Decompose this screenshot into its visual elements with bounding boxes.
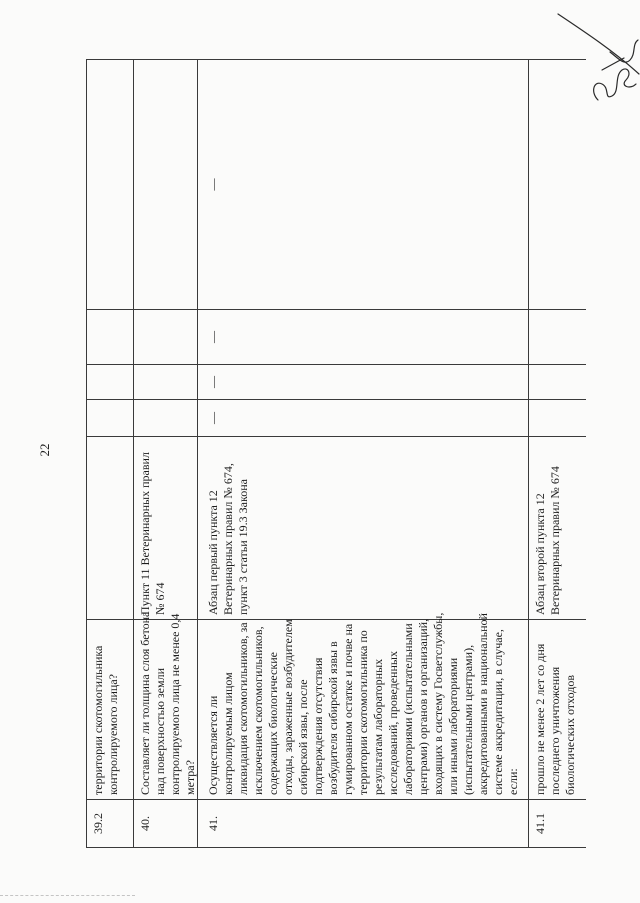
row-number-cell: 41. [198,799,528,847]
row-number-cell: 40. [134,799,197,847]
table-row [87,59,134,847]
answer-no-cell [87,364,133,399]
question-cell: территории скотомогильника контролируемого лица? [87,619,133,799]
question-cell: прошло не менее 2 лет со дня последнего уничтожения биологических отходов [529,619,586,799]
answer-not-applicable-cell [134,309,197,364]
reference-cell: Абзац первый пункта 12 Ветеринарных правил № 674, пункт 3 статьи 19.3 Закона [198,436,528,619]
answer-no-cell [529,364,586,399]
question-cell: Составляет ли толщина слоя бетона над поверхностью земли контролируемого лица не менее 0,4 метра? [134,619,197,799]
table-row [134,59,198,847]
answer-yes-cell [87,399,133,436]
page-number: 22 [37,443,52,457]
table-row [529,59,586,847]
answer-yes-cell: — [198,399,528,436]
note-cell: — [198,59,528,309]
reference-cell: Абзац второй пункта 12 Ветеринарных правил № 674 [529,436,586,619]
answer-not-applicable-cell [87,309,133,364]
reference-cell [87,436,133,619]
table-row [198,59,529,847]
note-cell [87,59,133,309]
note-cell [134,59,197,309]
scan-edge-mark [0,895,135,896]
answer-yes-cell [529,399,586,436]
answer-not-applicable-cell [529,309,586,364]
answer-no-cell: — [198,364,528,399]
reference-cell: Пункт 11 Ветеринарных правил № 674 [134,436,197,619]
answer-no-cell [134,364,197,399]
answer-not-applicable-cell: — [198,309,528,364]
row-number-cell: 41.1 [529,799,586,847]
signature [540,0,640,110]
checklist-table [86,59,586,848]
row-number-cell: 39.2 [87,799,133,847]
question-cell: Осуществляется ли контролируемым лицом ликвидация скотомогильников, за исключением скотомогильников, содержащих биологические отходы, зараженные возбудителем сибирской язвы, после подтверждения отсутствия возбудителя сибирской язвы в гумированном остатке и почве на территории скотомогильника по результатам лабораторных исследований, проведенных лабораториями (испытательными центрами) органов и организаций, входящих в систему Госветслужбы, или иными лабораториями (испытательными центрами), аккредитованными в национальной системе аккредитации, в случае, если: [198,619,528,799]
answer-yes-cell [134,399,197,436]
